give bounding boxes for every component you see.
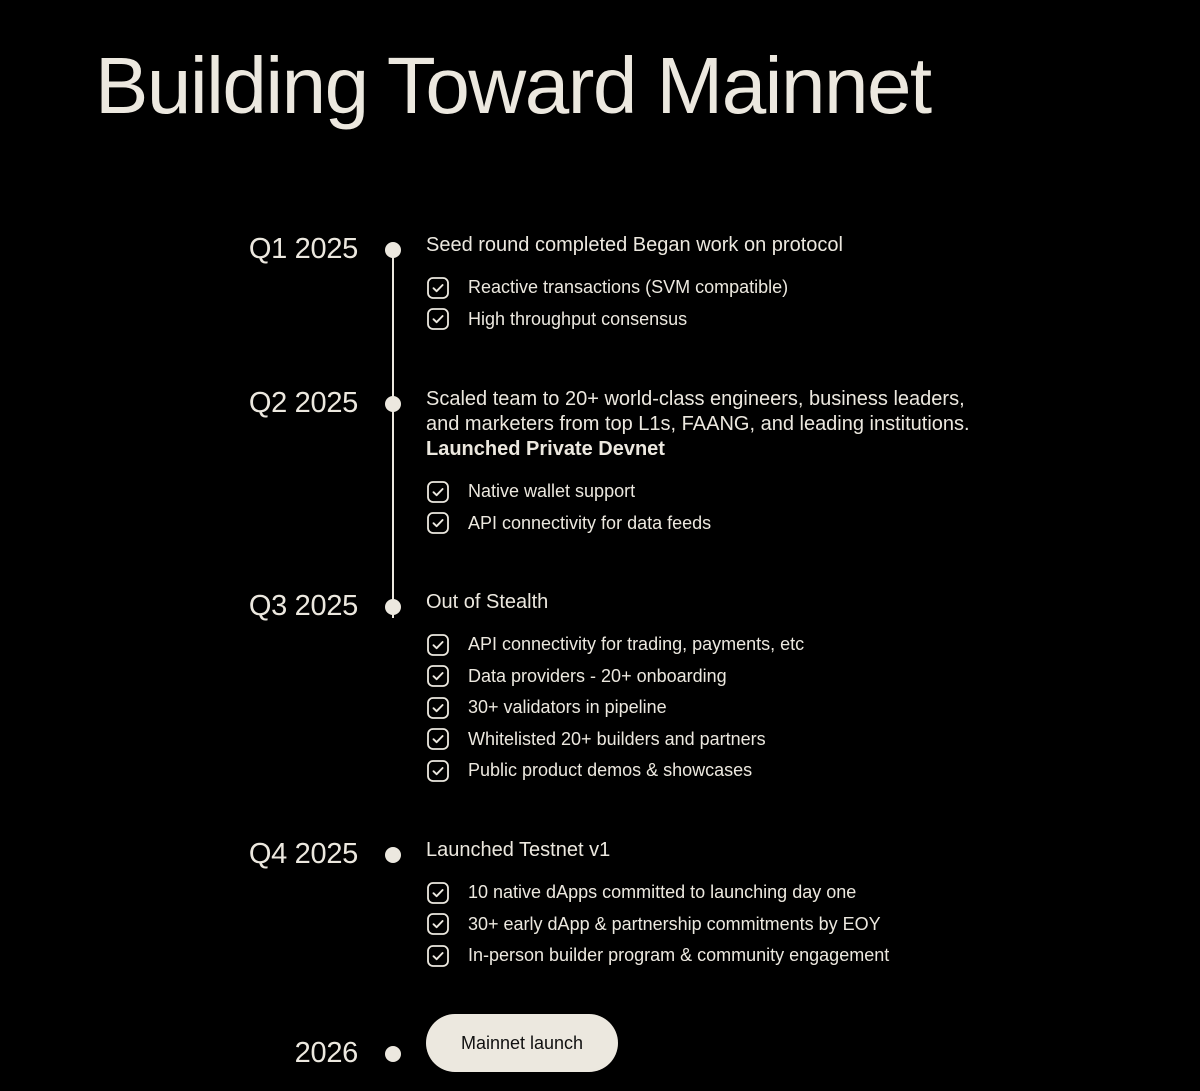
list-item-label: In-person builder program & community engagement	[468, 945, 890, 966]
quarter-label: Q1 2025	[248, 233, 358, 265]
milestone-headline: Seed round completed Began work on protocol	[426, 234, 843, 256]
list-item	[426, 508, 1046, 540]
milestone-headline-line2: and marketers from top L1s, FAANG, and leading institutions.	[426, 413, 970, 435]
check-box-icon	[427, 882, 449, 904]
list-item	[426, 940, 1046, 972]
page-title: Building Toward Mainnet	[95, 41, 931, 130]
check-box-icon	[427, 945, 449, 967]
quarter-label: Q4 2025	[248, 838, 358, 870]
dot-icon	[385, 1046, 401, 1062]
list-item-label: High throughput consensus	[468, 308, 688, 329]
list-item-label: 30+ early dApp & partnership commitments by EOY	[468, 913, 881, 934]
milestone-content	[426, 233, 1046, 335]
check-box-icon	[427, 665, 449, 687]
list-item	[426, 629, 1046, 661]
list-item-label: API connectivity for data feeds	[468, 512, 712, 533]
dot-icon	[385, 847, 401, 863]
list-item-label: Whitelisted 20+ builders and partners	[468, 728, 766, 749]
list-item	[426, 304, 1046, 336]
list-item-label: 10 native dApps committed to launching day one	[468, 882, 857, 903]
milestone-headline: Out of Stealth	[426, 591, 549, 613]
dot-icon	[385, 599, 401, 615]
list-item	[426, 755, 1046, 787]
list-item	[426, 724, 1046, 756]
list-item-label: API connectivity for trading, payments, etc	[468, 634, 805, 655]
check-box-icon	[427, 697, 449, 719]
quarter-label: Q2 2025	[248, 387, 358, 419]
timeline-line	[392, 250, 394, 618]
milestone-items	[426, 629, 1046, 787]
list-item	[426, 909, 1046, 941]
milestone-content	[426, 590, 1046, 787]
list-item-label: Data providers - 20+ onboarding	[468, 665, 727, 686]
list-item	[426, 661, 1046, 693]
milestone-items	[426, 272, 1046, 335]
check-box-icon	[427, 481, 449, 503]
check-box-icon	[427, 913, 449, 935]
check-box-icon	[427, 760, 449, 782]
list-item	[426, 877, 1046, 909]
list-item-label: Public product demos & showcases	[468, 760, 753, 781]
mainnet-launch-button[interactable]: Mainnet launch	[426, 1014, 618, 1072]
dot-icon	[385, 242, 401, 258]
quarter-label: 2026	[294, 1037, 358, 1069]
list-item	[426, 272, 1046, 304]
check-box-icon	[427, 728, 449, 750]
list-item-label: Reactive transactions (SVM compatible)	[468, 277, 789, 298]
list-item	[426, 476, 1046, 508]
dot-icon	[385, 396, 401, 412]
milestone-headline: Launched Testnet v1	[426, 839, 611, 861]
milestone-items	[426, 877, 1046, 972]
milestone-content	[426, 838, 1046, 972]
milestone-headline-line1: Scaled team to 20+ world-class engineers, business leaders,	[426, 388, 965, 410]
check-box-icon	[427, 512, 449, 534]
milestone-headline-bold: Launched Private Devnet	[426, 438, 665, 460]
list-item	[426, 692, 1046, 724]
milestone-items	[426, 476, 1046, 539]
quarter-label: Q3 2025	[248, 590, 358, 622]
check-box-icon	[427, 277, 449, 299]
list-item-label: Native wallet support	[468, 481, 636, 502]
milestone-content	[426, 387, 1046, 539]
check-box-icon	[427, 634, 449, 656]
list-item-label: 30+ validators in pipeline	[468, 697, 667, 718]
check-box-icon	[427, 308, 449, 330]
